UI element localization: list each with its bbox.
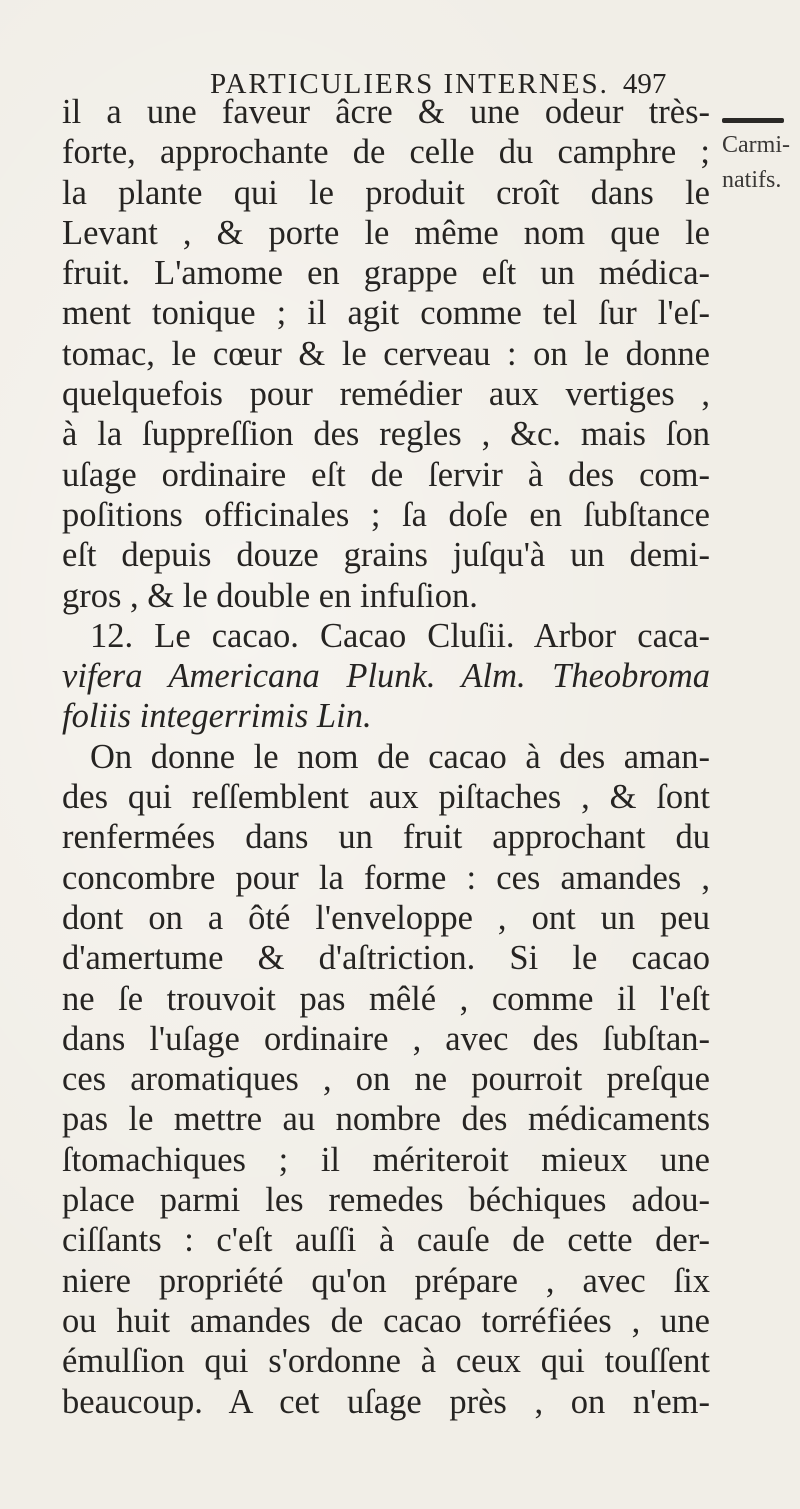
body-text	[62, 92, 710, 1422]
text-line: émulſion qui s'ordonne à ceux qui touſſent	[62, 1342, 710, 1381]
text-line: ciſſants : c'eſt auſſi à cauſe de cette der-	[62, 1221, 710, 1260]
text-line: fruit. L'amome en grappe eſt un médica-	[62, 254, 710, 293]
text-line: eſt depuis douze grains juſqu'à un demi-	[62, 536, 710, 575]
text-line: place parmi les remedes béchiques adou-	[62, 1181, 710, 1220]
text-line: forte, approchante de celle du camphre ;	[62, 133, 710, 172]
margin-note	[722, 128, 800, 198]
section-heading-line: vifera Americana Plunk. Alm. Theobroma	[62, 657, 710, 696]
text-line: quelquefois pour remédier aux vertiges ,	[62, 375, 710, 414]
margin-note-line: Carmi-	[722, 132, 790, 158]
margin-note-line: natifs.	[722, 167, 782, 193]
running-head-title: PARTICULIERS INTERNES.	[210, 68, 609, 100]
text-line: ſtomachiques ; il mériteroit mieux une	[62, 1140, 710, 1179]
text-line: il a une faveur âcre & une odeur très-	[62, 93, 710, 131]
text-line: renfermées dans un fruit approchant du	[62, 818, 710, 857]
text-line: ne ſe trouvoit pas mêlé , comme il l'eſt	[62, 979, 710, 1018]
text-line: ment tonique ; il agit comme tel ſur l'eſ-	[62, 294, 710, 333]
text-line: Levant , & porte le même nom que le	[62, 213, 710, 252]
section-heading-line: foliis integerrimis Lin.	[62, 697, 372, 736]
text-line: dans l'uſage ordinaire , avec des ſubſtan-	[62, 1019, 710, 1058]
section-heading-line: 12. Le cacao. Cacao Cluſii. Arbor caca-	[90, 616, 710, 655]
text-line: des qui reſſemblent aux piſtaches , & ſont	[62, 778, 710, 817]
text-line: beaucoup. A cet uſage près , on n'em-	[62, 1382, 710, 1421]
text-line: à la ſuppreſſion des regles , &c. mais ſon	[62, 415, 710, 454]
text-line: poſitions officinales ; ſa doſe en ſubſtance	[62, 495, 710, 534]
text-line: tomac, le cœur & le cerveau : on le donne	[62, 334, 710, 373]
text-line: niere propriété qu'on prépare , avec ſix	[62, 1261, 710, 1300]
text-line: On donne le nom de cacao à des aman-	[90, 737, 710, 776]
text-line: ces aromatiques , on ne pourroit preſque	[62, 1060, 710, 1099]
text-line: concombre pour la forme : ces amandes ,	[62, 858, 710, 897]
text-line: pas le mettre au nombre des médicaments	[62, 1100, 710, 1139]
text-line: la plante qui le produit croît dans le	[62, 173, 710, 212]
page-number: 497	[622, 68, 667, 100]
text-line: ou huit amandes de cacao torréfiées , une	[62, 1301, 710, 1340]
text-line: gros , & le double en infuſion.	[62, 576, 478, 615]
text-line: dont on a ôté l'enveloppe , ont un peu	[62, 898, 710, 937]
text-line: d'amertume & d'aſtriction. Si le cacao	[62, 939, 710, 978]
margin-ornament-rule	[722, 118, 784, 123]
text-line: uſage ordinaire eſt de ſervir à des com-	[62, 455, 710, 494]
